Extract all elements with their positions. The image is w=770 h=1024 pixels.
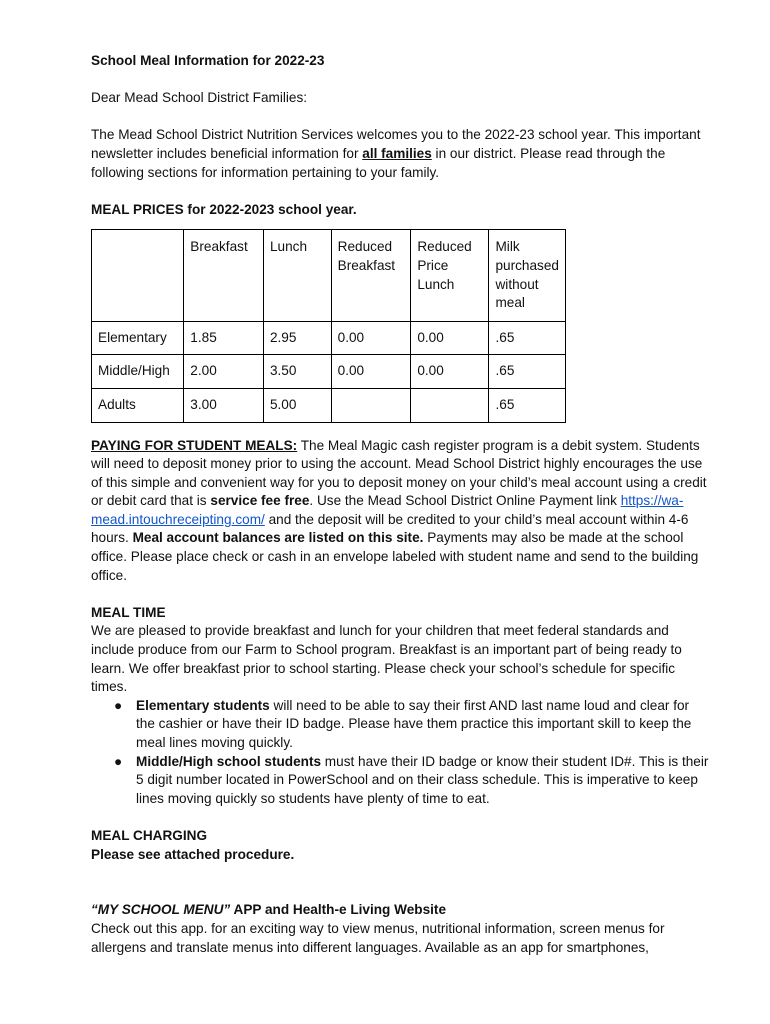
header-cell [92, 230, 184, 321]
online-payment-link[interactable]: https://wa-mead.intouchreceipting.com/ [91, 493, 684, 527]
header-cell: Reduced Breakfast [331, 230, 411, 321]
document-title: School Meal Information for 2022-23 [91, 53, 325, 68]
table-row [92, 355, 566, 389]
menu-app-paragraph: Check out this app. for an exciting way to view menus, nutritional information, screen menus for allergens and translate menus into different languages. Available as an app for smartphones, [91, 920, 665, 955]
table-cell: Adults [92, 388, 184, 422]
bullet-icon: ● [114, 753, 123, 769]
table-cell: 0.00 [331, 355, 411, 389]
bullet-bold: Middle/High school students [136, 753, 322, 769]
header-cell: Lunch [263, 230, 331, 321]
meal-time-bullets [91, 697, 710, 809]
service-fee-free: service fee free [210, 493, 310, 509]
table-cell: .65 [489, 321, 566, 355]
table-header-row [92, 230, 566, 321]
balances-note: Meal account balances are listed on this site. [132, 530, 424, 546]
bullet-text: must have their ID badge or know their student ID#. This is their 5 digit number located in PowerSchool and on their class schedule. This is imperative to keep lines moving quickly so students have plenty of time to eat. [136, 753, 709, 806]
table-cell: 0.00 [331, 321, 411, 355]
bullet-text: will need to be able to say their first AND last name loud and clear for the cashier or have their ID badge. Please have them practice this important skill to keep the meal lines moving quickly. [136, 697, 692, 750]
table-cell: 3.00 [184, 388, 264, 422]
bullet-bold: Elementary students [136, 697, 270, 713]
paying-text-1: The Meal Magic cash register program is a debit system. Students will need to deposit money prior to using the account. Mead School District highly encourages the use of this simple and convenient way for you to deposit money on your child’s meal account using a credit or debit card that is [91, 437, 707, 509]
table-cell [331, 388, 411, 422]
intro-emphasis: all families [362, 145, 432, 161]
bullet-icon: ● [114, 697, 123, 713]
paying-heading: PAYING FOR STUDENT MEALS: [91, 437, 298, 453]
meal-time-paragraph: We are pleased to provide breakfast and lunch for your children that meet federal standards and include produce from our Farm to School program. Breakfast is an important part of being ready to learn. We offer breakfast prior to school starting. Please check your school’s schedule for specific times. [91, 623, 682, 695]
table-row [92, 388, 566, 422]
table-cell [411, 388, 489, 422]
table-cell: Middle/High [92, 355, 184, 389]
meal-charging-note: Please see attached procedure. [91, 846, 295, 862]
meal-time-heading: MEAL TIME [91, 604, 166, 620]
intro-text-1: The Mead School District Nutrition Services welcomes you to the 2022-23 school year. This important newsletter includes beneficial information for [91, 127, 701, 161]
table-cell: .65 [489, 355, 566, 389]
menu-app-title-italic: “MY SCHOOL MENU” [91, 902, 231, 918]
table-row [92, 321, 566, 355]
meal-price-table [91, 229, 566, 422]
header-cell: Breakfast [184, 230, 264, 321]
table-cell: 2.00 [184, 355, 264, 389]
meal-charging-heading: MEAL CHARGING [91, 827, 208, 843]
table-cell: 0.00 [411, 355, 489, 389]
table-cell: .65 [489, 388, 566, 422]
table-cell: 2.95 [263, 321, 331, 355]
menu-app-title-rest: APP and Health-e Living Website [230, 902, 447, 918]
list-item [114, 697, 710, 753]
table-cell: 1.85 [184, 321, 264, 355]
table-cell: 3.50 [263, 355, 331, 389]
intro-paragraph [91, 126, 710, 182]
header-cell: Reduced Price Lunch [411, 230, 489, 321]
table-cell: 0.00 [411, 321, 489, 355]
meal-prices-heading: MEAL PRICES for 2022-2023 school year. [91, 201, 357, 217]
greeting: Dear Mead School District Families: [91, 90, 308, 106]
paying-text-2: . Use the Mead School District Online Payment link [309, 493, 621, 509]
menu-app-heading [91, 901, 710, 920]
paying-text-4: Payments may also be made at the school office. Please place check or cash in an envelope labeled with student name and send to the building office. [91, 530, 699, 583]
table-cell: 5.00 [263, 388, 331, 422]
paying-text-3: and the deposit will be credited to your child’s meal account within 4-6 hours. [91, 511, 689, 546]
header-cell: Milk purchased without meal [489, 230, 566, 321]
intro-text-2: in our district. Please read through the following sections for information pertaining to your family. [91, 145, 666, 180]
paying-paragraph [91, 437, 710, 586]
table-cell: Elementary [92, 321, 184, 355]
list-item [114, 753, 710, 809]
